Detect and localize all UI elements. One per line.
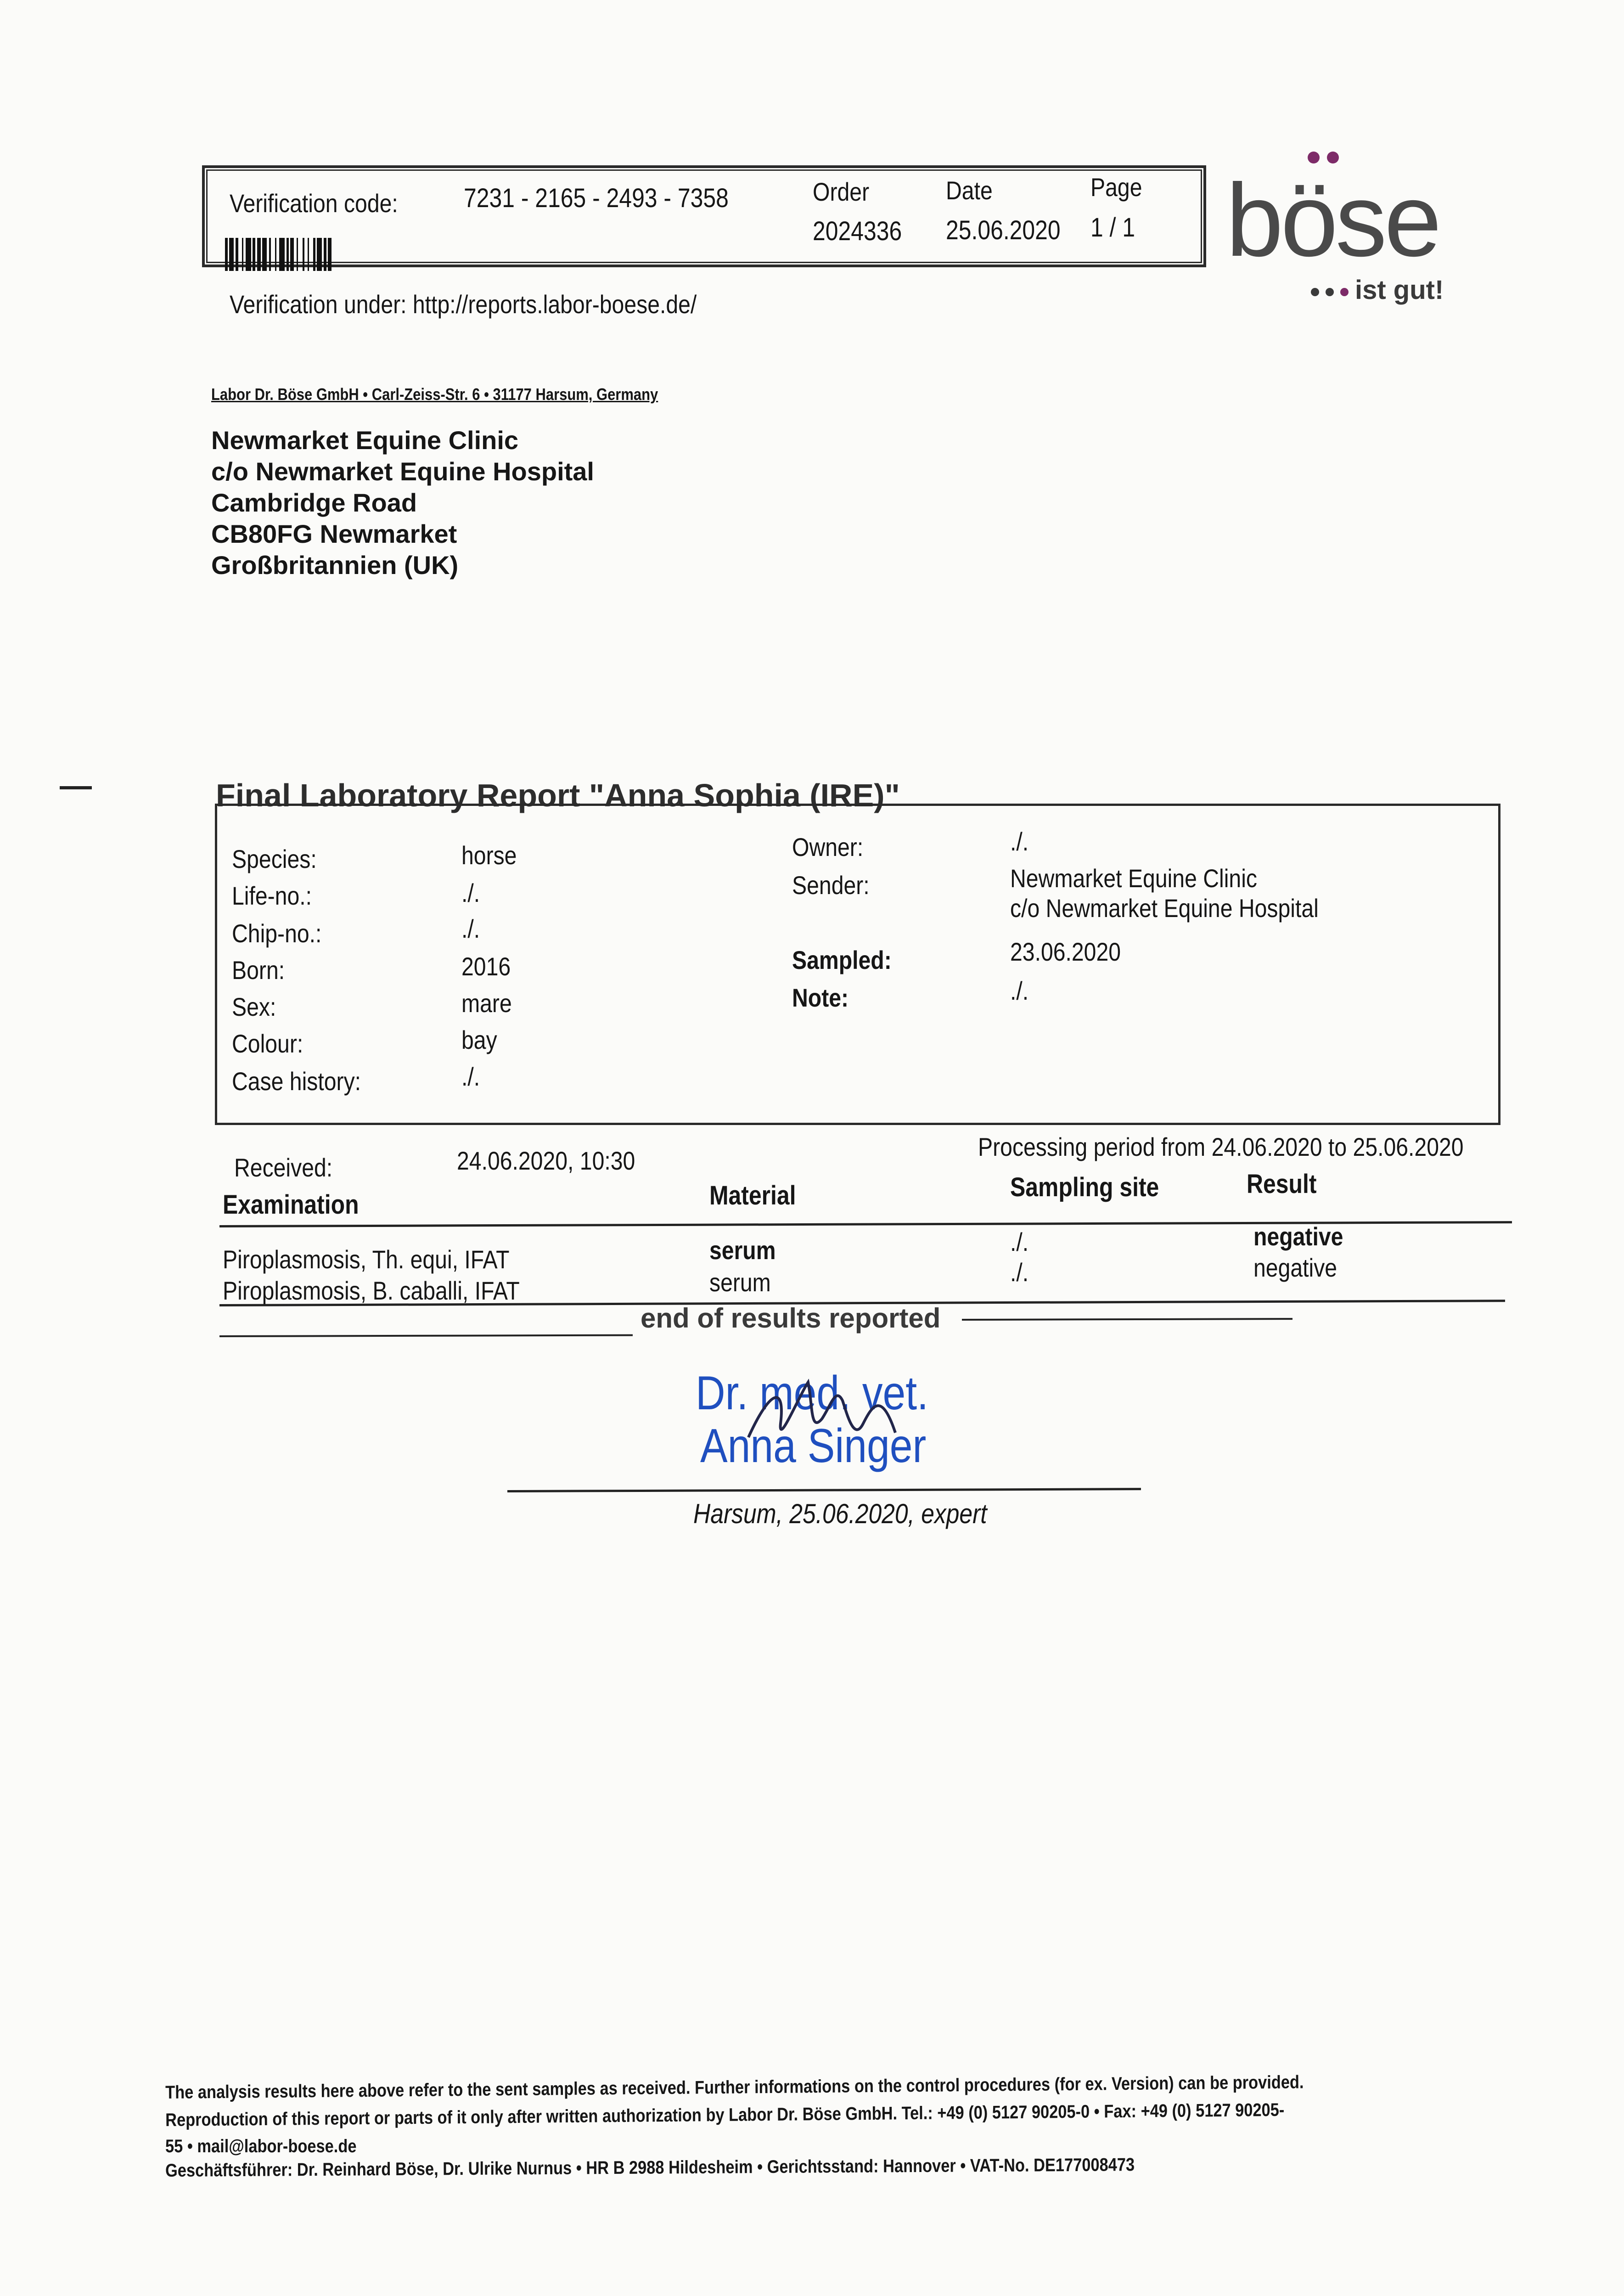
barcode-bar [290, 238, 294, 271]
barcode-bar [309, 238, 313, 271]
column-sampling-site: Sampling site [1010, 1172, 1159, 1202]
column-result: Result [1247, 1169, 1317, 1199]
barcode-bar [229, 238, 234, 271]
address-line: c/o Newmarket Equine Hospital [211, 457, 594, 486]
footer-line: Geschäftsführer: Dr. Reinhard Böse, Dr. Ulrike Nurnus • HR B 2988 Hildesheim • Gerichtsstand: Hannover • VAT-No. DE177008473 [165, 2155, 1135, 2181]
sampling-site: ./. [1010, 1227, 1029, 1256]
chip-no-value: ./. [461, 914, 480, 943]
barcode-bar [271, 238, 275, 271]
case-history-label: Case history: [232, 1067, 361, 1096]
barcode-bar [317, 238, 322, 271]
material: serum [709, 1236, 776, 1265]
order-number: 2024336 [813, 216, 902, 246]
signature-name: Anna Singer [700, 1419, 927, 1473]
sender-return-line: Labor Dr. Böse GmbH • Carl-Zeiss-Str. 6 • 31177 Harsum, Germany [211, 385, 658, 404]
owner-label: Owner: [792, 833, 864, 861]
boese-logo: böse [1226, 162, 1439, 278]
owner-value: ./. [1010, 827, 1029, 856]
sex-label: Sex: [232, 992, 276, 1021]
species-value: horse [461, 841, 517, 870]
colour-label: Colour: [232, 1029, 303, 1058]
born-label: Born: [232, 956, 285, 985]
barcode [225, 238, 546, 271]
species-label: Species: [232, 844, 317, 873]
end-rule-left [219, 1334, 633, 1337]
footer-line: Reproduction of this report or parts of it only after written authorization by Labor Dr. Böse GmbH. Tel.: +49 (0) 5127 90205-0 • Fax: +49 (0) 5127 90205- [165, 2099, 1285, 2130]
colour-value: bay [461, 1025, 497, 1054]
order-label: Order [813, 177, 870, 206]
footer-line: The analysis results here above refer to the sent samples as received. Further informations on the control procedures (for ex. Version) can be provided. [165, 2072, 1304, 2103]
note-label: Note: [792, 983, 849, 1012]
page-label: Page [1090, 173, 1142, 202]
sampled-value: 23.06.2020 [1010, 937, 1121, 966]
address-line: Newmarket Equine Clinic [211, 426, 519, 455]
case-history-value: ./. [461, 1062, 480, 1091]
fold-mark [60, 786, 92, 789]
logo-tagline: ist gut! [1311, 275, 1444, 305]
address-line: Cambridge Road [211, 488, 417, 517]
barcode-bar [304, 238, 308, 271]
handwritten-signature [744, 1368, 900, 1460]
verification-code: 7231 - 2165 - 2493 - 7358 [464, 183, 729, 213]
address-line: Großbritannien (UK) [211, 551, 459, 580]
received-value: 24.06.2020, 10:30 [457, 1146, 635, 1175]
barcode-bar [238, 238, 242, 271]
barcode-bar [246, 238, 251, 271]
barcode-bar [279, 238, 285, 271]
sender-label: Sender: [792, 871, 870, 900]
end-rule-right [962, 1318, 1292, 1321]
sender-value-line1: Newmarket Equine Clinic [1010, 864, 1257, 893]
barcode-bar [332, 238, 334, 271]
column-examination: Examination [223, 1190, 359, 1220]
verification-url: Verification under: http://reports.labor-boese.de/ [230, 290, 697, 319]
verification-code-label: Verification code: [230, 189, 398, 218]
result: negative [1253, 1253, 1337, 1282]
signature-rule [507, 1488, 1141, 1492]
page-number: 1 / 1 [1090, 213, 1135, 242]
exam-name: Piroplasmosis, Th. equi, IFAT [223, 1245, 510, 1274]
sampling-site: ./. [1010, 1258, 1029, 1287]
report-title: Final Laboratory Report "Anna Sophia (IRE)" [216, 777, 900, 813]
sex-value: mare [461, 989, 512, 1018]
processing-period: Processing period from 24.06.2020 to 25.06.2020 [978, 1132, 1464, 1161]
chip-no-label: Chip-no.: [232, 919, 322, 948]
column-material: Material [709, 1181, 796, 1210]
received-label: Received: [234, 1153, 333, 1182]
footer-line: 55 • mail@labor-boese.de [165, 2136, 357, 2156]
barcode-bar [262, 238, 267, 271]
material: serum [709, 1268, 771, 1297]
signature-caption: Harsum, 25.06.2020, expert [693, 1498, 987, 1529]
barcode-bar [257, 238, 261, 271]
result: negative [1253, 1222, 1343, 1251]
exam-name: Piroplasmosis, B. caballi, IFAT [223, 1276, 520, 1305]
sampled-label: Sampled: [792, 945, 892, 974]
born-value: 2016 [461, 952, 511, 981]
life-no-value: ./. [461, 878, 480, 907]
end-of-results: end of results reported [641, 1303, 941, 1334]
signature-title: Dr. med. vet. [696, 1367, 928, 1420]
report-date: 25.06.2020 [946, 215, 1061, 245]
barcode-bar [328, 238, 332, 271]
note-value: ./. [1010, 976, 1029, 1005]
recipient-address [211, 425, 594, 581]
barcode-bar [298, 238, 303, 271]
date-label: Date [946, 176, 993, 205]
sender-value-line2: c/o Newmarket Equine Hospital [1010, 894, 1319, 923]
life-no-label: Life-no.: [232, 881, 312, 910]
address-line: CB80FG Newmarket [211, 519, 457, 548]
